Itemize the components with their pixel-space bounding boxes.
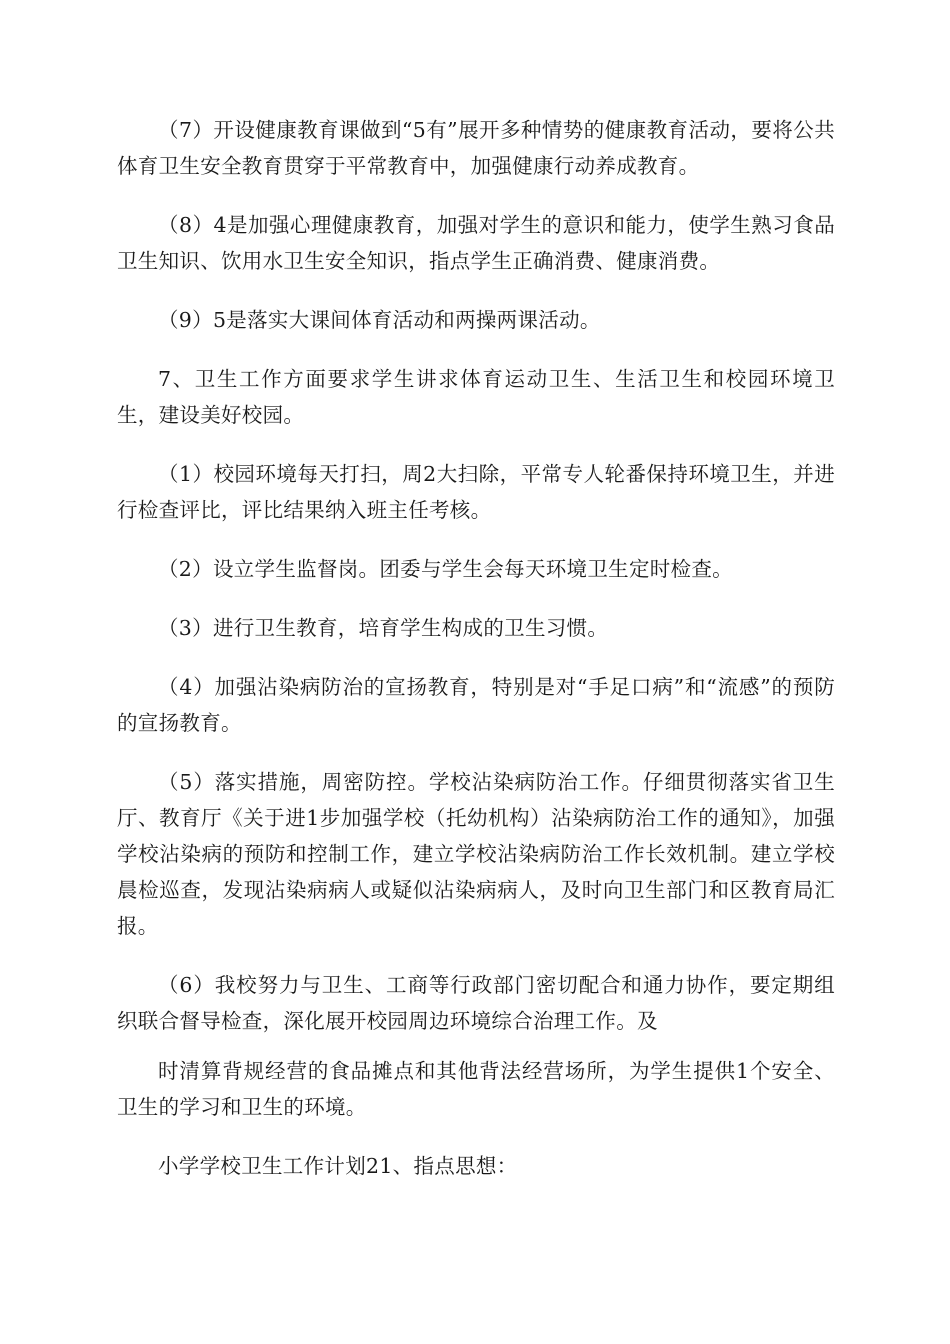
paragraph-next-plan-heading: 小学学校卫生工作计划21、指点思想： <box>158 1154 518 1178</box>
paragraph-item-9: （9）5是落实大课间体育活动和两操两课活动。 <box>158 308 601 332</box>
paragraph-section-7: 7、卫生工作方面要求学生讲求体育运动卫生、生活卫生和校园环境卫生，建设美好校园。 <box>117 367 835 427</box>
paragraph-item-4: （4）加强沾染病防治的宣扬教育，特别是对“手足口病”和“流感”的预防的宣扬教育。 <box>117 675 835 735</box>
paragraph-item-2: （2）设立学生监督岗。团委与学生会每天环境卫生定时检查。 <box>158 557 733 581</box>
paragraph-item-6: （6）我校努力与卫生、工商等行政部门密切配合和通力协作，要定期组织联合督导检查，深化展开校园周边环境综合治理工作。及 <box>117 973 835 1033</box>
paragraph-item-8: （8）4是加强心理健康教育，加强对学生的意识和能力，使学生熟习食品卫生知识、饮用水卫生安全知识，指点学生正确消费、健康消费。 <box>117 213 835 273</box>
paragraph-item-7: （7）开设健康教育课做到“5有”展开多种情势的健康教育活动，要将公共体育卫生安全教育贯穿于平常教育中，加强健康行动养成教育。 <box>117 118 835 178</box>
document-body <box>117 112 835 1207</box>
paragraph-item-3: （3）进行卫生教育，培育学生构成的卫生习惯。 <box>158 616 609 640</box>
paragraph-continuation: 时清算背规经营的食品摊点和其他背法经营场所，为学生提供1个安全、卫生的学习和卫生的环境。 <box>117 1059 835 1119</box>
paragraph-item-1: （1）校园环境每天打扫，周2大扫除，平常专人轮番保持环境卫生，并进行检查评比，评比结果纳入班主任考核。 <box>117 462 835 522</box>
paragraph-item-5: （5）落实措施，周密防控。学校沾染病防治工作。仔细贯彻落实省卫生厅、教育厅《关于进1步加强学校（托幼机构）沾染病防治工作的通知》，加强学校沾染病的预防和控制工作，建立学校沾染病防治工作长效机制。建立学校晨检巡查，发现沾染病病人或疑似沾染病病人，及时向卫生部门和区教育局汇报。 <box>117 770 835 938</box>
